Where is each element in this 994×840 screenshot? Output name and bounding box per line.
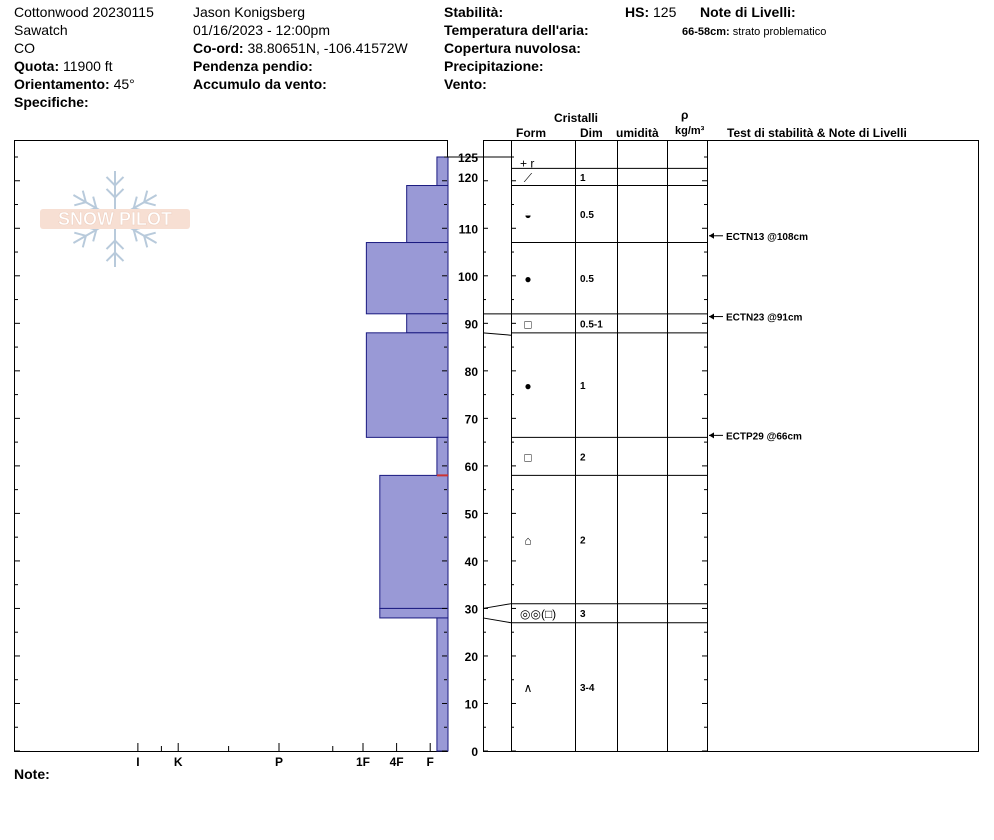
hardness-layer-3	[366, 243, 448, 314]
snowflake-branch	[74, 233, 86, 236]
hardness-layer-6	[437, 437, 448, 475]
stability-test-2: ECTN23 @91cm	[726, 312, 803, 324]
coord-value: 38.80651N, -106.41572W	[247, 40, 408, 56]
hardness-layers	[366, 157, 448, 751]
precip-label: Precipitazione:	[444, 58, 544, 74]
stability-notes-header: Test di stabilità & Note di Livelli	[727, 126, 907, 140]
crystals-header: Cristalli	[554, 111, 599, 125]
hardness-plot-frame	[15, 141, 448, 752]
range-name: Sawatch	[14, 22, 68, 38]
layer-table-columns	[512, 140, 708, 751]
observation-datetime: 01/16/2023 - 12:00pm	[193, 22, 330, 38]
row-connector	[483, 604, 511, 609]
hardness-tick-label: I	[136, 755, 140, 769]
crystal-size-4: 0.5	[580, 274, 594, 286]
crystal-form-7: □	[524, 450, 532, 465]
slope-label: Pendenza pendio:	[193, 58, 313, 74]
aspect-label: Orientamento:	[14, 76, 110, 92]
crystal-form-8: ⌂	[524, 533, 532, 548]
depth-tick-label: 30	[464, 602, 478, 617]
depth-tick-label: 70	[464, 412, 478, 427]
stability-tests	[709, 232, 808, 443]
logo-text: SNOW PILOT	[58, 209, 172, 229]
hs-label: HS:	[625, 4, 650, 20]
specifics-label: Specifiche:	[14, 94, 89, 110]
stability-test-arrowhead	[709, 233, 714, 239]
hardness-layer-4	[407, 314, 448, 333]
stability-test-3: ECTP29 @66cm	[726, 431, 802, 443]
snowflake-branch	[115, 241, 123, 249]
snowflake-branch	[115, 189, 123, 197]
depth-tick-label: 10	[464, 697, 478, 712]
snowflake-branch	[107, 253, 115, 261]
depth-tick-label: 40	[464, 554, 478, 569]
crystal-size-3: 0.5	[580, 210, 594, 222]
moisture-header: umidità	[616, 126, 659, 140]
depth-tick-label: 120	[457, 170, 478, 185]
crystal-size-10: 3-4	[580, 682, 595, 694]
crystal-size-7: 2	[580, 452, 586, 464]
crystal-form-9: ◎◎(□)	[520, 607, 557, 622]
aspect-value: 45°	[113, 76, 135, 92]
air-temp-label: Temperatura dell'aria:	[444, 22, 589, 38]
stability-test-arrowhead	[709, 432, 714, 438]
hs-value: 125	[653, 4, 677, 20]
wind-label: Vento:	[444, 76, 487, 92]
layer-notes-label: Note di Livelli:	[700, 4, 796, 20]
crystal-size-2: 1	[580, 172, 586, 184]
crystal-form-6: ●	[524, 379, 532, 394]
layer-note-text: strato problematico	[732, 26, 827, 38]
depth-tick-label: 50	[464, 507, 478, 522]
crystal-size-9: 3	[580, 609, 586, 621]
depth-tick-label: 20	[464, 649, 478, 664]
elevation-value: 11900 ft	[63, 58, 113, 74]
hardness-tick-label: P	[274, 755, 284, 769]
depth-tick-label: 80	[464, 364, 478, 379]
hardness-layer-9	[437, 618, 448, 751]
depth-tick-label: 125	[457, 151, 478, 165]
hardness-tick-label: 1F	[355, 755, 371, 769]
row-connector	[483, 618, 511, 623]
state-name: CO	[14, 40, 35, 56]
cloud-label: Copertura nuvolosa:	[444, 40, 581, 56]
crystal-size-5: 0.5-1	[580, 319, 603, 331]
crystal-size-6: 1	[580, 381, 586, 393]
hardness-layer-5	[366, 333, 448, 438]
stability-label: Stabilità:	[444, 4, 504, 20]
station-name: Cottonwood 20230115	[14, 4, 154, 20]
hardness-tick-label: F	[426, 755, 434, 769]
crystal-form-3: ◒	[524, 208, 532, 223]
snowflake-branch	[115, 253, 123, 261]
crystal-form-10: ∧	[523, 680, 533, 695]
observer-name: Jason Konigsberg	[193, 4, 306, 20]
hardness-tick-label: K	[173, 755, 183, 769]
hardness-layer-7	[380, 475, 448, 608]
layer-note-range: 66-58cm:	[682, 26, 730, 38]
depth-tick-label: 0	[471, 745, 478, 759]
hardness-tick-label: 4F	[389, 755, 404, 769]
coord-label: Co-ord:	[193, 40, 244, 56]
stability-test-1: ECTN13 @108cm	[726, 231, 809, 243]
snowflake-branch	[107, 241, 115, 249]
crystal-form-5: □	[524, 317, 532, 332]
hardness-layer-8	[380, 608, 448, 618]
depth-tick-label: 100	[457, 269, 478, 284]
wind-loading-label: Accumulo da vento:	[193, 76, 327, 92]
snowflake-branch	[107, 189, 115, 197]
density-unit: kg/m³	[675, 125, 705, 137]
snowflake-branch	[144, 233, 156, 236]
snowflake-branch	[74, 202, 86, 205]
size-header: Dim	[580, 126, 603, 140]
crystal-form-4: ●	[524, 272, 532, 287]
crystal-size-8: 2	[580, 535, 586, 547]
density-symbol: ρ	[681, 108, 689, 122]
snowpilot-logo	[40, 171, 190, 267]
stability-test-arrowhead	[709, 314, 714, 320]
crystal-form-2: ⟋	[523, 170, 533, 185]
snowflake-branch	[115, 177, 123, 185]
depth-tick-label: 90	[464, 317, 478, 332]
depth-tick-label: 60	[464, 459, 478, 474]
snowflake-branch	[107, 177, 115, 185]
crystal-form-1: + r	[520, 156, 535, 171]
depth-tick-label: 110	[458, 222, 478, 237]
elevation-label: Quota:	[14, 58, 60, 74]
form-header: Form	[516, 126, 546, 140]
hardness-layer-2	[407, 186, 448, 243]
hardness-axis	[136, 743, 434, 769]
row-connector	[483, 333, 511, 335]
notes-label: Note:	[14, 766, 50, 782]
snowflake-branch	[144, 202, 156, 205]
